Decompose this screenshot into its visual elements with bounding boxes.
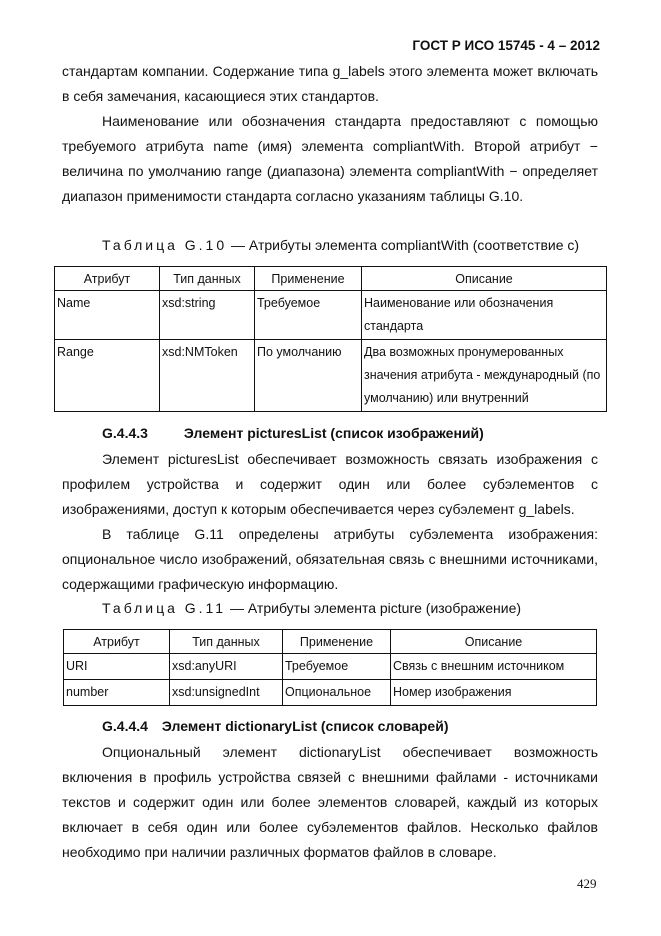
table-cell: xsd:string (160, 291, 255, 340)
table-g11 (63, 629, 597, 706)
column-header: Применение (283, 630, 391, 654)
column-header: Атрибут (55, 267, 160, 291)
table-cell: xsd:anyURI (170, 654, 283, 680)
paragraph-standards-intro: стандартам компании. Содержание типа g_labels этого элемента может включать в себя замечания, касающиеся этих стандартов. (62, 63, 598, 104)
paragraph-pictures-list: Элемент picturesList обеспечивает возможность связать изображения с профилем устройства и содержит один или более субэлементов с изображениями, доступ к которым обеспечивается через субэлемент g_labels. (62, 451, 598, 517)
table-g10 (54, 266, 607, 412)
page-number: 429 (577, 876, 597, 891)
table-caption-g10 (102, 237, 579, 253)
column-header: Тип данных (160, 267, 255, 291)
table-header-row (64, 630, 597, 654)
table-cell: Требуемое (283, 654, 391, 680)
table-caption-label: Таблица G.10 (102, 237, 228, 253)
column-header: Описание (362, 267, 607, 291)
table-cell: Два возможных пронумерованных значения атрибута - международный (по умолчанию) или внутренний (362, 340, 607, 412)
table-cell: Номер изображения (391, 680, 597, 706)
table-cell: xsd:unsignedInt (170, 680, 283, 706)
table-cell: xsd:NMToken (160, 340, 255, 412)
paragraph-name-attribute: Наименование или обозначения стандарта предоставляют с помощью требуемого атрибута name (имя) элемента compliantWith. Второй атрибут − величина по умолчанию range (диапазона) элемента compliantWith − определяет диапазон применимости стандарта согласно указаниям таблицы G.10. (62, 113, 598, 204)
table-cell: URI (64, 654, 170, 680)
table-cell: Связь с внешним источником (391, 654, 597, 680)
section-title: Элемент picturesList (список изображений) (183, 425, 484, 441)
table-caption-text: — Атрибуты элемента compliantWith (соответствие с) (227, 237, 580, 253)
section-heading-pictures-list (102, 425, 484, 441)
document-header: ГОСТ Р ИСО 15745 - 4 – 2012 (412, 38, 600, 53)
table-caption-text: — Атрибуты элемента picture (изображение) (226, 600, 522, 616)
paragraph-dictionary-list: Опциональный элемент dictionaryList обеспечивает возможность включения в профиль устройства связей с внешними файлами - источниками текстов и содержит один или более элементов словарей, каждый из которых включает в себя один или более субэлементов файлов. Несколько файлов необходимо при наличии различных форматов файлов в словаре. (62, 744, 598, 860)
section-title: Элемент dictionaryList (список словарей) (161, 718, 449, 734)
table-cell: Опциональное (283, 680, 391, 706)
column-header: Тип данных (170, 630, 283, 654)
table-row (55, 291, 607, 340)
table-row (55, 340, 607, 412)
table-header-row (55, 267, 607, 291)
section-number: G.4.4.4 (102, 718, 148, 734)
table-cell: По умолчанию (255, 340, 362, 412)
column-header: Атрибут (64, 630, 170, 654)
section-heading-dictionary-list (102, 718, 448, 734)
table-cell: Name (55, 291, 160, 340)
table-caption-g11 (102, 600, 521, 616)
column-header: Применение (255, 267, 362, 291)
table-cell: Range (55, 340, 160, 412)
table-row (64, 680, 597, 706)
table-caption-label: Таблица G.11 (102, 600, 227, 616)
table-cell: Требуемое (255, 291, 362, 340)
table-cell: number (64, 680, 170, 706)
paragraph-table-g11-intro: В таблице G.11 определены атрибуты субэлемента изображения: опциональное число изображений, обязательная связь с внешними источниками, содержащими графическую информацию. (62, 526, 598, 592)
section-number: G.4.4.3 (102, 425, 148, 441)
table-cell: Наименование или обозначения стандарта (362, 291, 607, 340)
column-header: Описание (391, 630, 597, 654)
table-row (64, 654, 597, 680)
